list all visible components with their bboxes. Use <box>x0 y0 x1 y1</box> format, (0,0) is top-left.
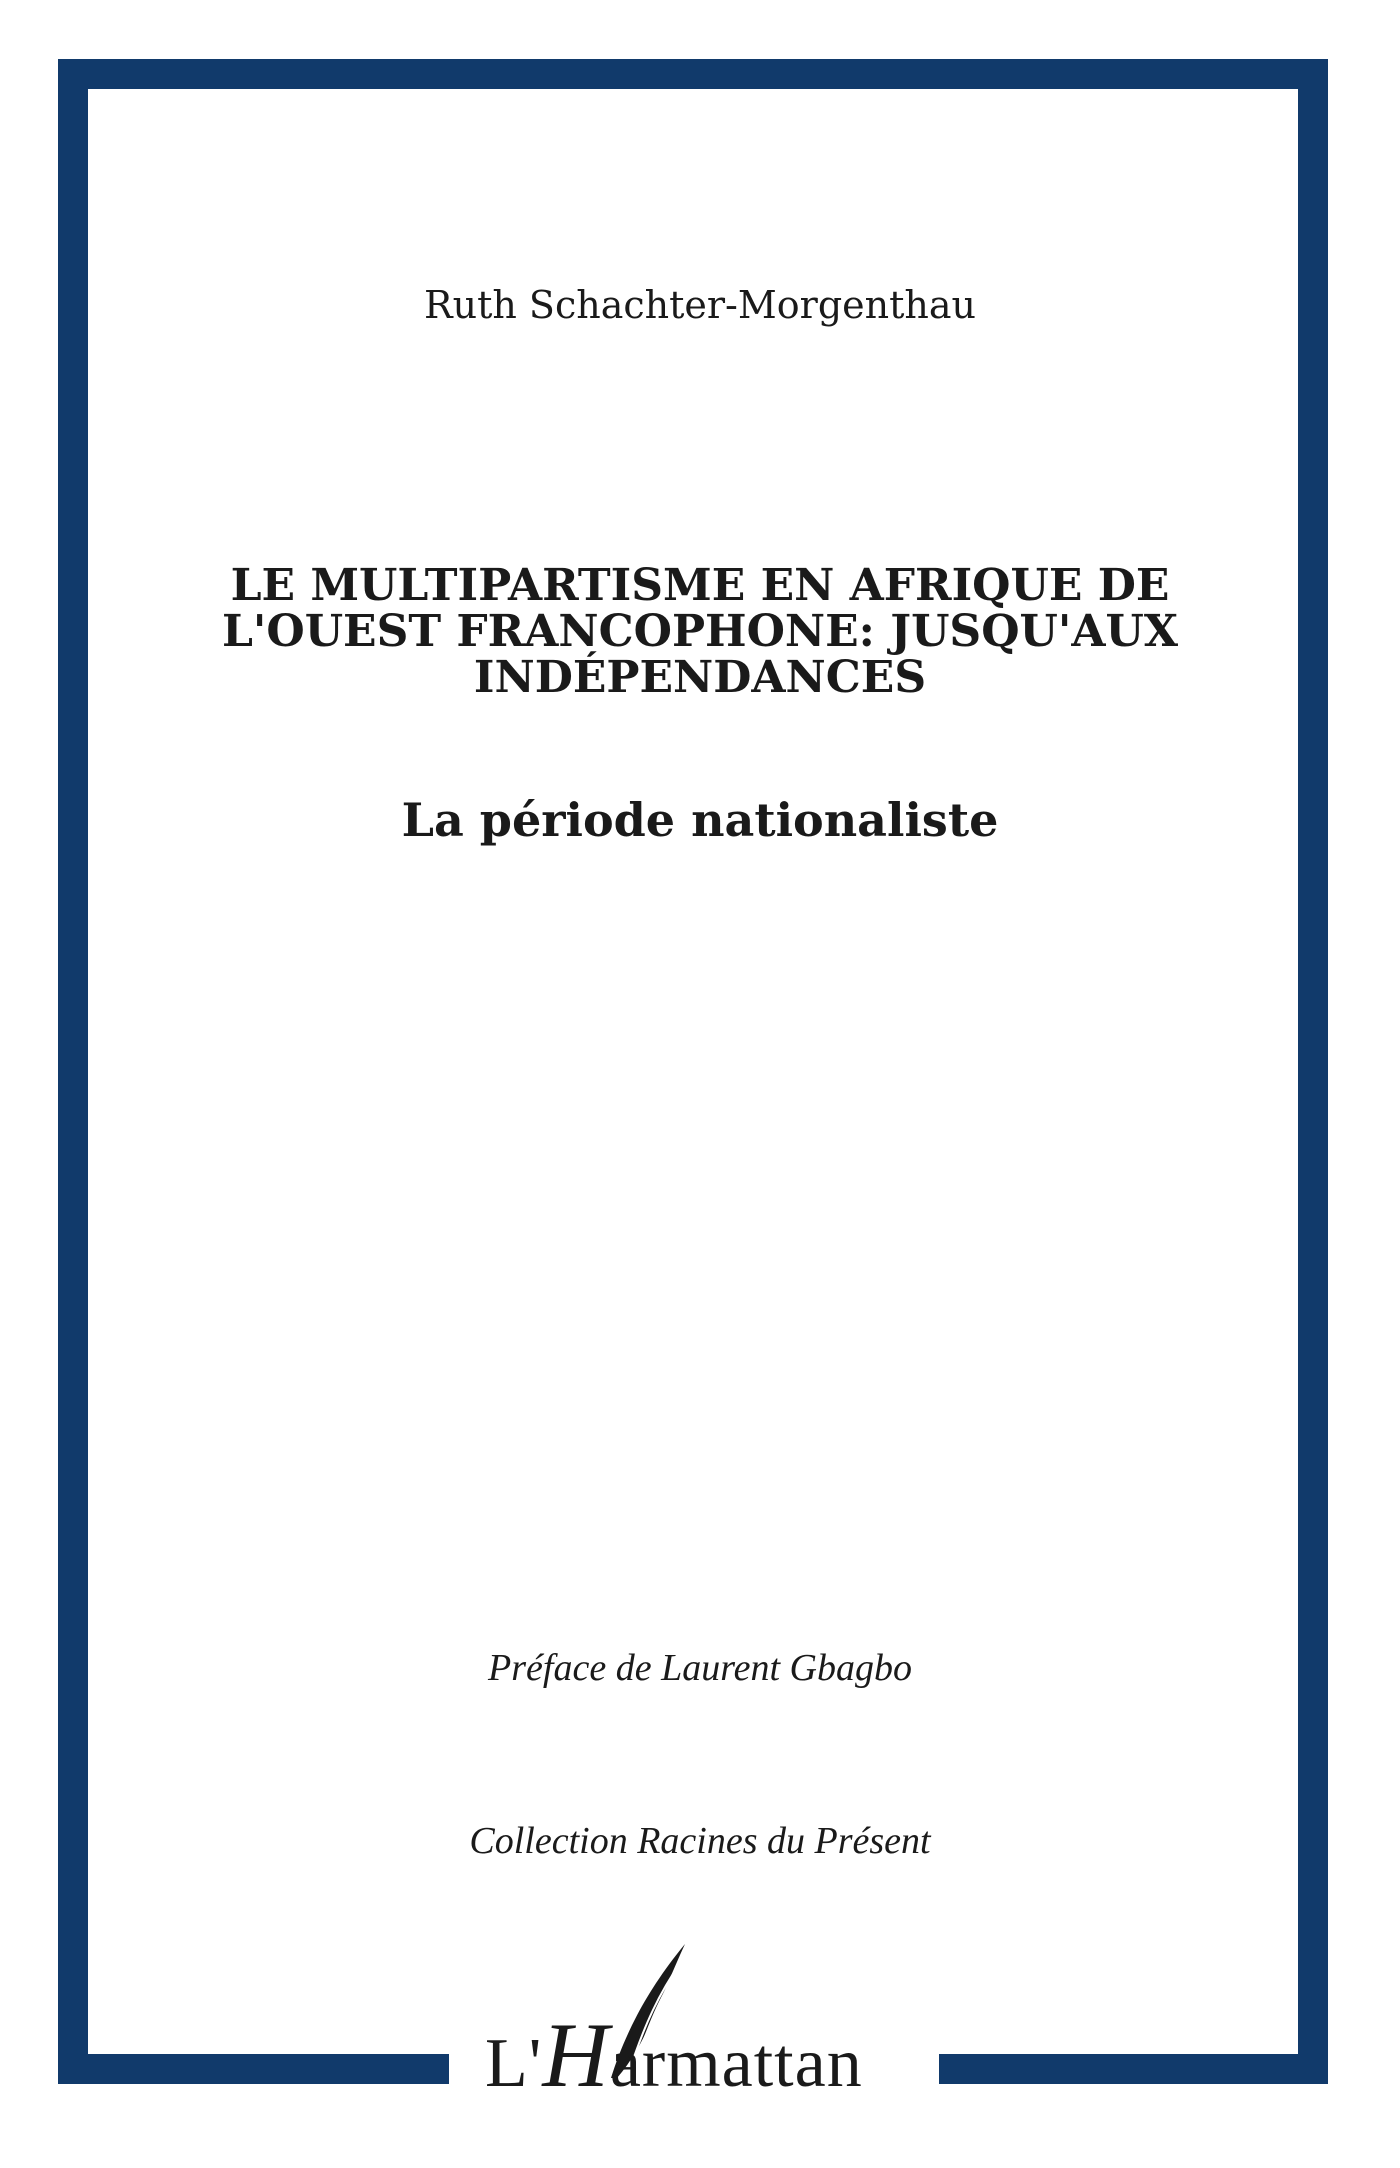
title-line: LE MULTIPARTISME EN AFRIQUE DE <box>230 560 1170 611</box>
publisher-logo <box>485 1940 915 2106</box>
preface-credit: Préface de Laurent Gbagbo <box>488 1647 912 1689</box>
author-name: Ruth Schachter-Morgenthau <box>424 283 976 327</box>
cover-frame <box>58 59 1328 2084</box>
logo-prefix: L' <box>485 2025 543 2102</box>
book-subtitle: La période nationaliste <box>401 793 999 847</box>
collection-name: Collection Racines du Présent <box>469 1820 931 1862</box>
logo-rest: armattan <box>609 2025 863 2102</box>
title-line: L'OUEST FRANCOPHONE: JUSQU'AUX <box>221 606 1179 657</box>
book-title <box>150 560 1250 703</box>
logo-initial: H <box>542 2004 610 2106</box>
title-line: INDÉPENDANCES <box>473 652 927 703</box>
publisher-name <box>485 2002 863 2108</box>
